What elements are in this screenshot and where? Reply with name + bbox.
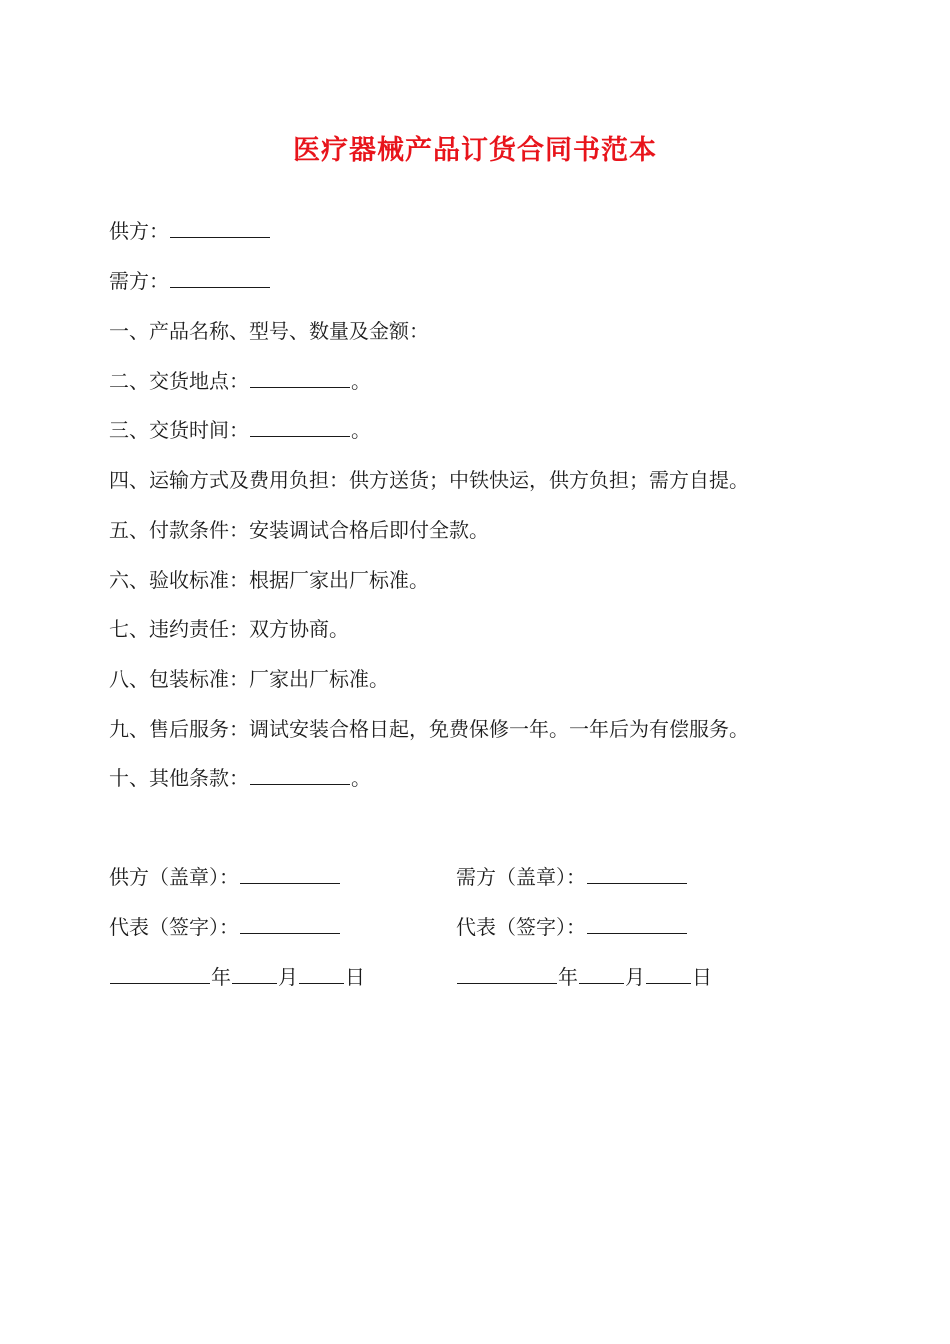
- day-blank: [299, 963, 344, 984]
- clause-1: [109, 316, 429, 346]
- month-label: 月: [278, 965, 298, 989]
- buyer-line: [109, 266, 271, 296]
- supplier-rep-blank: [240, 913, 340, 934]
- supplier-seal-blank: [240, 863, 340, 884]
- day-label: 日: [692, 965, 712, 989]
- clause-text: 四、运输方式及费用负担：供方送货；中铁快运，供方负担；需方自提。: [109, 468, 749, 492]
- buyer-rep-label: 代表（签字）：: [456, 915, 586, 939]
- clause-text: 三、交货时间：: [109, 418, 249, 442]
- clause-text: 一、产品名称、型号、数量及金额：: [109, 319, 429, 343]
- buyer-rep-line: [456, 912, 688, 942]
- clause-6: [109, 565, 429, 595]
- delivery-place-blank: [250, 367, 350, 388]
- year-label: 年: [211, 965, 231, 989]
- supplier-date-line: [109, 962, 365, 992]
- clause-10: [109, 763, 371, 793]
- clause-suffix: 。: [351, 369, 371, 393]
- day-label: 日: [345, 965, 365, 989]
- other-terms-blank: [250, 764, 350, 785]
- year-blank: [110, 963, 210, 984]
- buyer-blank: [170, 267, 270, 288]
- supplier-label: 供方：: [109, 219, 169, 243]
- supplier-line: [109, 216, 271, 246]
- clause-3: [109, 415, 371, 445]
- clause-suffix: 。: [351, 418, 371, 442]
- clause-text: 八、包装标准：厂家出厂标准。: [109, 667, 389, 691]
- year-label: 年: [558, 965, 578, 989]
- buyer-date-line: [456, 962, 712, 992]
- clause-text: 二、交货地点：: [109, 369, 249, 393]
- clause-suffix: 。: [351, 766, 371, 790]
- clause-text: 六、验收标准：根据厂家出厂标准。: [109, 568, 429, 592]
- clause-text: 五、付款条件：安装调试合格后即付全款。: [109, 518, 489, 542]
- delivery-time-blank: [250, 416, 350, 437]
- supplier-seal-label: 供方（盖章）：: [109, 865, 239, 889]
- buyer-seal-line: [456, 862, 688, 892]
- month-blank: [579, 963, 624, 984]
- month-label: 月: [625, 965, 645, 989]
- supplier-rep-label: 代表（签字）：: [109, 915, 239, 939]
- buyer-label: 需方：: [109, 269, 169, 293]
- clause-text: 七、违约责任：双方协商。: [109, 617, 349, 641]
- supplier-rep-line: [109, 912, 341, 942]
- clause-9: [109, 714, 749, 744]
- document-title: 医疗器械产品订货合同书范本: [293, 135, 657, 166]
- buyer-seal-blank: [587, 863, 687, 884]
- clause-7: [109, 614, 349, 644]
- year-blank: [457, 963, 557, 984]
- clause-2: [109, 366, 371, 396]
- clause-8: [109, 664, 389, 694]
- month-blank: [232, 963, 277, 984]
- clause-4: [109, 465, 749, 495]
- supplier-seal-line: [109, 862, 341, 892]
- clause-text: 九、售后服务：调试安装合格日起，免费保修一年。一年后为有偿服务。: [109, 717, 749, 741]
- buyer-seal-label: 需方（盖章）：: [456, 865, 586, 889]
- buyer-rep-blank: [587, 913, 687, 934]
- day-blank: [646, 963, 691, 984]
- clause-5: [109, 515, 489, 545]
- supplier-blank: [170, 217, 270, 238]
- clause-text: 十、其他条款：: [109, 766, 249, 790]
